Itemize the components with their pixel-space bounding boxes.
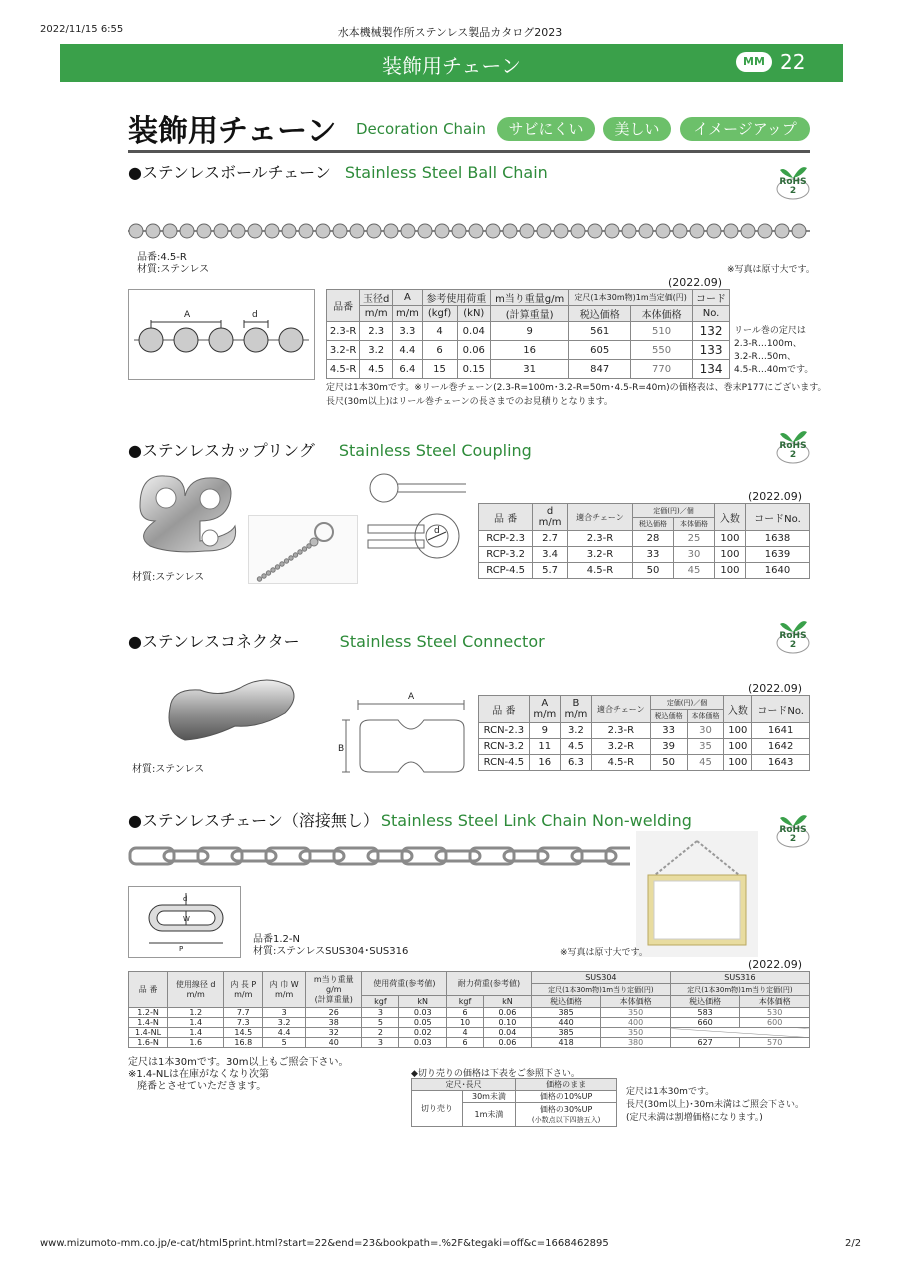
th-weight-label: m当り重量: [313, 974, 354, 984]
table-row: [479, 531, 810, 547]
ball-chain-date: (2022.09): [668, 276, 723, 289]
cell: 9: [529, 723, 560, 739]
footer-url[interactable]: www.mizumoto-mm.co.jp/e-cat/html5print.html?start=22&end=23&bookpath=.%2F&tegaki=off&c=1668462895: [40, 1238, 609, 1249]
cell: 2.7: [533, 531, 568, 547]
dim-a-label: A: [184, 310, 191, 320]
th-width-unit: m/m: [275, 989, 294, 999]
reel-note-line: 2.3-R…100m、: [734, 339, 802, 349]
table-row: [479, 755, 810, 771]
rohs-label: RoHS: [779, 177, 807, 187]
cell: 45: [674, 563, 715, 579]
th-a: [529, 696, 560, 723]
cell: 6: [447, 1038, 484, 1048]
th-sus304: SUS304: [531, 972, 670, 984]
coupling-photo: [130, 466, 240, 560]
rohs-number: 2: [789, 450, 797, 460]
link-chain-diagram: [128, 886, 241, 958]
cell: 100: [724, 739, 752, 755]
dim-d-label: d: [252, 310, 258, 320]
mm-logo-icon: MM: [736, 52, 772, 72]
th-kgf: kgf: [362, 996, 399, 1008]
cell: 1642: [752, 739, 810, 755]
connector-date: (2022.09): [748, 682, 803, 695]
cell: 1.4-NL: [129, 1028, 168, 1038]
cell: 6: [422, 341, 457, 360]
cell: RCN-3.2: [479, 739, 530, 755]
cell: 30: [674, 547, 715, 563]
cell: 385: [531, 1028, 601, 1038]
cell: 0.10: [483, 1018, 531, 1028]
ball-chain-diagram: [128, 289, 315, 380]
th-weight-unit: g/m: [325, 984, 342, 994]
cell: 16: [491, 341, 569, 360]
cell: 100: [714, 531, 745, 547]
cut-price-table: [411, 1078, 617, 1127]
connector-title-en: Stainless Steel Connector: [339, 632, 545, 651]
th-width: [263, 972, 306, 1008]
tag-beautiful: 美しい: [603, 117, 671, 141]
cell: 550: [631, 341, 693, 360]
th-b-label: B: [572, 698, 580, 709]
cell: 132: [693, 322, 730, 341]
cell: 38: [306, 1018, 362, 1028]
cell: 14.5: [224, 1028, 263, 1038]
dim-b-label: B: [338, 744, 345, 754]
cell: 4: [422, 322, 457, 341]
th-weight: [306, 972, 362, 1008]
cell: RCP-3.2: [479, 547, 533, 563]
table-row: [327, 360, 730, 379]
cell: 33: [650, 723, 687, 739]
cell: 2: [362, 1028, 399, 1038]
th-chain: 適合チェーン: [567, 504, 632, 531]
cell: 3: [362, 1038, 399, 1048]
th-weight2: (計算重量): [491, 306, 569, 322]
th-tax-ex: 本体価格: [631, 306, 693, 322]
rohs-number: 2: [789, 186, 797, 196]
th-tax-in: 税込価格: [531, 996, 601, 1008]
cell: 3.2-R: [591, 739, 650, 755]
table-row: [327, 322, 730, 341]
link-chain-photo-note: ※写真は原寸大です。: [560, 948, 648, 958]
link-chain-part: 品番1.2-N: [253, 934, 300, 945]
cell: 4: [447, 1028, 484, 1038]
cell: 0.03: [399, 1008, 447, 1018]
cell: 847: [569, 360, 631, 379]
th-b-unit: m/m: [564, 709, 588, 720]
reel-note-line: リール巻の定尺は: [734, 326, 806, 336]
th-wire: [168, 972, 224, 1008]
th-kgf: kgf: [447, 996, 484, 1008]
th-price-304: 定尺(1本30m物)1m当り定価(円): [531, 984, 670, 996]
table-row: [129, 1038, 810, 1048]
ball-chain-title-ja: ●ステンレスボールチェーン: [128, 163, 331, 182]
link-chain-date: (2022.09): [748, 958, 803, 971]
cell: 7.7: [224, 1008, 263, 1018]
th-tax-in: 税込価格: [670, 996, 740, 1008]
cell: 3.2: [560, 723, 591, 739]
cell: 583: [670, 1008, 740, 1018]
th-cut-price: 価格のまま: [516, 1079, 617, 1091]
cell: 510: [631, 322, 693, 341]
th-code2: No.: [693, 306, 730, 322]
cell: 39: [650, 739, 687, 755]
th-weight: m当り重量g/m: [491, 290, 569, 306]
cell: 3: [362, 1008, 399, 1018]
th-price: 定尺(1本30m物)1m当定価(円): [569, 290, 693, 306]
th-tax-ex: 本体価格: [687, 710, 724, 723]
tag-rust-resistant: サビにくい: [497, 117, 595, 141]
cell: 2.3-R: [591, 723, 650, 739]
th-a-label: A: [541, 698, 549, 709]
cell: 30: [687, 723, 724, 739]
page-number: 22: [780, 50, 806, 74]
th-d-label: d: [546, 506, 554, 517]
cell: 0.04: [457, 322, 491, 341]
cell: 0.05: [399, 1018, 447, 1028]
ball-chain-material: 材質:ステンレス: [137, 264, 210, 275]
rohs-icon: [776, 424, 810, 464]
link-chain-title-en: Stainless Steel Link Chain Non-welding: [380, 811, 692, 830]
table-row: [479, 739, 810, 755]
cell: 1m未満: [462, 1103, 515, 1127]
th-chain: 適合チェーン: [591, 696, 650, 723]
cell: 1.4: [168, 1028, 224, 1038]
page-title: 装飾用チェーン: [128, 114, 337, 149]
th-a-unit: m/m: [533, 709, 557, 720]
cell: 16.8: [224, 1038, 263, 1048]
side-note-line: (定尺未満は割増価格になります。): [626, 1113, 763, 1123]
cell: 3.2: [263, 1018, 306, 1028]
dim-p-label: P: [179, 945, 184, 953]
th-d: [533, 504, 568, 531]
th-price-316: 定尺(1本30m物)1m当り定価(円): [670, 984, 809, 996]
th-len-label: 内 長 P: [230, 979, 257, 989]
cell: 価格の10%UP: [516, 1091, 617, 1103]
connector-table: [478, 695, 810, 771]
link-chain-material: 材質:ステンレスSUS304･SUS316: [253, 946, 409, 957]
cell: 4.5-R: [567, 563, 632, 579]
cell: 350: [601, 1008, 671, 1018]
ball-chain-title-en: Stainless Steel Ball Chain: [344, 163, 548, 182]
cell: 3.4: [533, 547, 568, 563]
th-b: [560, 696, 591, 723]
cell: 350: [601, 1028, 671, 1038]
th-kn: kN: [399, 996, 447, 1008]
cell: 530: [740, 1008, 810, 1018]
cell: 3.3: [393, 322, 422, 341]
th-part: 品番: [327, 290, 360, 322]
cell: 0.15: [457, 360, 491, 379]
cut-label: 切り売り: [412, 1091, 463, 1127]
cell: 5: [362, 1018, 399, 1028]
cell: 45: [687, 755, 724, 771]
th-load: 参考使用荷重: [422, 290, 491, 306]
link-chain-photo: [128, 842, 630, 876]
th-part: 品 番: [479, 504, 533, 531]
cell: 6.3: [560, 755, 591, 771]
cell: 1.4-N: [129, 1018, 168, 1028]
cell: 570: [740, 1038, 810, 1048]
cell: 3.2: [360, 341, 393, 360]
cell: 30m未満: [462, 1091, 515, 1103]
cell: 50: [650, 755, 687, 771]
cell: [516, 1103, 617, 1127]
rohs-label: RoHS: [779, 441, 807, 451]
cell-na: [670, 1028, 809, 1038]
cell: 440: [531, 1018, 601, 1028]
table-row: [129, 1028, 810, 1038]
cell: 15: [422, 360, 457, 379]
rohs-label: RoHS: [779, 631, 807, 641]
rohs-number: 2: [789, 640, 797, 650]
th-price: 定価(円)／個: [633, 504, 715, 518]
th-tax-ex: 本体価格: [740, 996, 810, 1008]
ball-chain-photo: [128, 218, 810, 248]
th-code: コードNo.: [745, 504, 809, 531]
connector-drawing: [336, 690, 470, 780]
cell: 627: [670, 1038, 740, 1048]
footer-page: 2/2: [845, 1238, 862, 1249]
th-part: 品 番: [479, 696, 530, 723]
cell: 3.2-R: [327, 341, 360, 360]
th-kn: kN: [483, 996, 531, 1008]
cell: RCP-2.3: [479, 531, 533, 547]
cell: 100: [724, 755, 752, 771]
cell: 1641: [752, 723, 810, 739]
th-sus316: SUS316: [670, 972, 809, 984]
cell: 1.4: [168, 1018, 224, 1028]
cell: 9: [491, 322, 569, 341]
cell: 11: [529, 739, 560, 755]
cell: 100: [724, 723, 752, 739]
cell: 134: [693, 360, 730, 379]
rohs-number: 2: [789, 834, 797, 844]
link-chain-note1: 定尺は1本30mです。30m以上もご照会下さい。: [128, 1057, 349, 1068]
cell: 0.06: [457, 341, 491, 360]
th-len: [224, 972, 263, 1008]
cell: 400: [601, 1018, 671, 1028]
coupling-date: (2022.09): [748, 490, 803, 503]
coupling-title-en: Stainless Steel Coupling: [338, 441, 532, 460]
coupling-table: [478, 503, 810, 579]
cell: 10: [447, 1018, 484, 1028]
th-tax-ex: 本体価格: [601, 996, 671, 1008]
cell: 40: [306, 1038, 362, 1048]
th-len-unit: m/m: [234, 989, 253, 999]
dim-d-label: d: [434, 526, 440, 536]
connector-title-ja: ●ステンレスコネクター: [128, 632, 300, 651]
banner-title: 装飾用チェーン: [382, 54, 521, 78]
link-chain-side-note: [626, 1086, 804, 1125]
th-use-load: 使用荷重(参考値): [362, 972, 447, 996]
print-datetime: 2022/11/15 6:55: [40, 24, 124, 35]
cell: 380: [601, 1038, 671, 1048]
cell: 385: [531, 1008, 601, 1018]
connector-material: 材質:ステンレス: [132, 764, 205, 775]
cell: 3: [263, 1008, 306, 1018]
ball-chain-note2: 長尺(30m以上)はリール巻チェーンの長さまでのお見積りとなります。: [326, 397, 613, 407]
cell: 4.5-R: [327, 360, 360, 379]
cell: 50: [633, 563, 674, 579]
reel-note-line: 3.2-R…50m、: [734, 352, 797, 362]
cut-r2-round: (小数点以下四捨五入): [531, 1115, 601, 1124]
cell: 4.5: [560, 739, 591, 755]
cell: 1638: [745, 531, 809, 547]
cell: 1.2-N: [129, 1008, 168, 1018]
th-a: A: [393, 290, 422, 306]
cell: 100: [714, 563, 745, 579]
coupling-usage-photo: [248, 515, 358, 584]
th-code: コードNo.: [752, 696, 810, 723]
cell: 28: [633, 531, 674, 547]
cell: 1640: [745, 563, 809, 579]
th-code: コード: [693, 290, 730, 306]
side-note-line: 定尺は1本30mです。: [626, 1087, 715, 1097]
cell: 5.7: [533, 563, 568, 579]
cell: 16: [529, 755, 560, 771]
cut-price-title: ◆切り売りの価格は下表をご参照下さい。: [411, 1069, 580, 1079]
dim-d-label: d: [183, 895, 188, 903]
link-chain-note2: ※1.4-NLは在庫がなくなり次第: [128, 1069, 269, 1080]
connector-photo: [160, 668, 300, 752]
cell: 2.3: [360, 322, 393, 341]
ball-chain-note1: 定尺は1本30mです。※リール巻チェーン(2.3-R=100m･3.2-R=50m･4.5-R=40m)の価格表は、巻末P177にございます。: [326, 383, 827, 393]
cell: 1.2: [168, 1008, 224, 1018]
th-d-unit: m/m: [538, 517, 562, 528]
cell: 4.4: [393, 341, 422, 360]
cell: 1.6: [168, 1038, 224, 1048]
th-break-load: 耐力荷重(参考値): [447, 972, 532, 996]
cell: 0.04: [483, 1028, 531, 1038]
cell: RCN-4.5: [479, 755, 530, 771]
cell: 418: [531, 1038, 601, 1048]
th-a-unit: m/m: [393, 306, 422, 322]
th-wire-unit: m/m: [186, 989, 205, 999]
cell: 770: [631, 360, 693, 379]
cell: 26: [306, 1008, 362, 1018]
th-kgf: (kgf): [422, 306, 457, 322]
cell: 25: [674, 531, 715, 547]
cell: 0.02: [399, 1028, 447, 1038]
cell: 3.2-R: [567, 547, 632, 563]
th-tax-in: 税込価格: [650, 710, 687, 723]
cell: 561: [569, 322, 631, 341]
table-row: [327, 341, 730, 360]
link-chain-title-ja: ●ステンレスチェーン（溶接無し）: [128, 811, 379, 830]
table-row: [129, 1008, 810, 1018]
cell: 1.6-N: [129, 1038, 168, 1048]
ball-chain-title: [128, 160, 548, 183]
th-ball-unit: m/m: [360, 306, 393, 322]
th-wire-label: 使用線径 d: [175, 979, 216, 989]
cell: 0.06: [483, 1008, 531, 1018]
rohs-label: RoHS: [779, 825, 807, 835]
ball-chain-table: [326, 289, 730, 379]
ball-chain-part: 品番:4.5-R: [137, 252, 187, 263]
cell: 2.3-R: [327, 322, 360, 341]
connector-title: [128, 629, 545, 652]
cell: 660: [670, 1018, 740, 1028]
th-tax-in: 税込価格: [633, 518, 674, 531]
page-title-en: Decoration Chain: [356, 120, 486, 138]
cell: 605: [569, 341, 631, 360]
rohs-icon: [776, 160, 810, 200]
table-row: [479, 563, 810, 579]
title-rule: [128, 150, 810, 153]
link-chain-table: [128, 971, 810, 1048]
frame-hanging-photo: [636, 831, 758, 957]
coupling-drawing: [362, 470, 474, 584]
table-row: [129, 1018, 810, 1028]
th-weight-calc: (計算重量): [314, 994, 353, 1004]
cell: 35: [687, 739, 724, 755]
cell: 4.5-R: [591, 755, 650, 771]
cell: 31: [491, 360, 569, 379]
ball-chain-photo-note: ※写真は原寸大です。: [727, 265, 815, 275]
cell: 1643: [752, 755, 810, 771]
cell: 133: [693, 341, 730, 360]
coupling-title-ja: ●ステンレスカップリング: [128, 441, 315, 460]
cell: 33: [633, 547, 674, 563]
th-width-label: 内 巾 W: [269, 979, 299, 989]
dim-a-label: A: [408, 692, 415, 702]
table-row: [479, 723, 810, 739]
tag-image-up: イメージアップ: [680, 117, 810, 141]
th-price: 定価(円)／個: [650, 696, 724, 710]
cell: 100: [714, 547, 745, 563]
cell: 32: [306, 1028, 362, 1038]
cell: 0.03: [399, 1038, 447, 1048]
cell: 5: [263, 1038, 306, 1048]
cell: RCP-4.5: [479, 563, 533, 579]
th-kn: (kN): [457, 306, 491, 322]
rohs-icon: [776, 614, 810, 654]
th-qty: 入数: [724, 696, 752, 723]
th-qty: 入数: [714, 504, 745, 531]
coupling-title: [128, 438, 532, 461]
document-title: 水本機械製作所ステンレス製品カタログ2023: [337, 26, 563, 39]
cell: 4.4: [263, 1028, 306, 1038]
coupling-material: 材質:ステンレス: [132, 572, 205, 583]
dim-w-label: W: [183, 915, 190, 923]
side-note-line: 長尺(30m以上)･30m未満はご照会下さい。: [626, 1100, 804, 1110]
cell: 7.3: [224, 1018, 263, 1028]
cell: 6.4: [393, 360, 422, 379]
th-ball-d: 玉径d: [360, 290, 393, 306]
reel-note-line: 4.5-R…40mです。: [734, 365, 814, 375]
reel-length-note: [734, 325, 813, 377]
section-banner: [60, 44, 843, 82]
cell: 600: [740, 1018, 810, 1028]
cell: 4.5: [360, 360, 393, 379]
cell: 6: [447, 1008, 484, 1018]
rohs-icon: [776, 808, 810, 848]
cell: 1639: [745, 547, 809, 563]
cell: RCN-2.3: [479, 723, 530, 739]
link-chain-note3: 廃番とさせていただきます。: [137, 1081, 267, 1092]
cell: 0.06: [483, 1038, 531, 1048]
th-tax-in: 税込価格: [569, 306, 631, 322]
th-cut-length: 定尺･長尺: [412, 1079, 516, 1091]
th-tax-ex: 本体価格: [674, 518, 715, 531]
link-chain-title: [128, 808, 692, 831]
cell: 2.3-R: [567, 531, 632, 547]
table-row: [479, 547, 810, 563]
cut-r2-price: 価格の30%UP: [539, 1104, 593, 1114]
th-part: 品 番: [129, 972, 168, 1008]
